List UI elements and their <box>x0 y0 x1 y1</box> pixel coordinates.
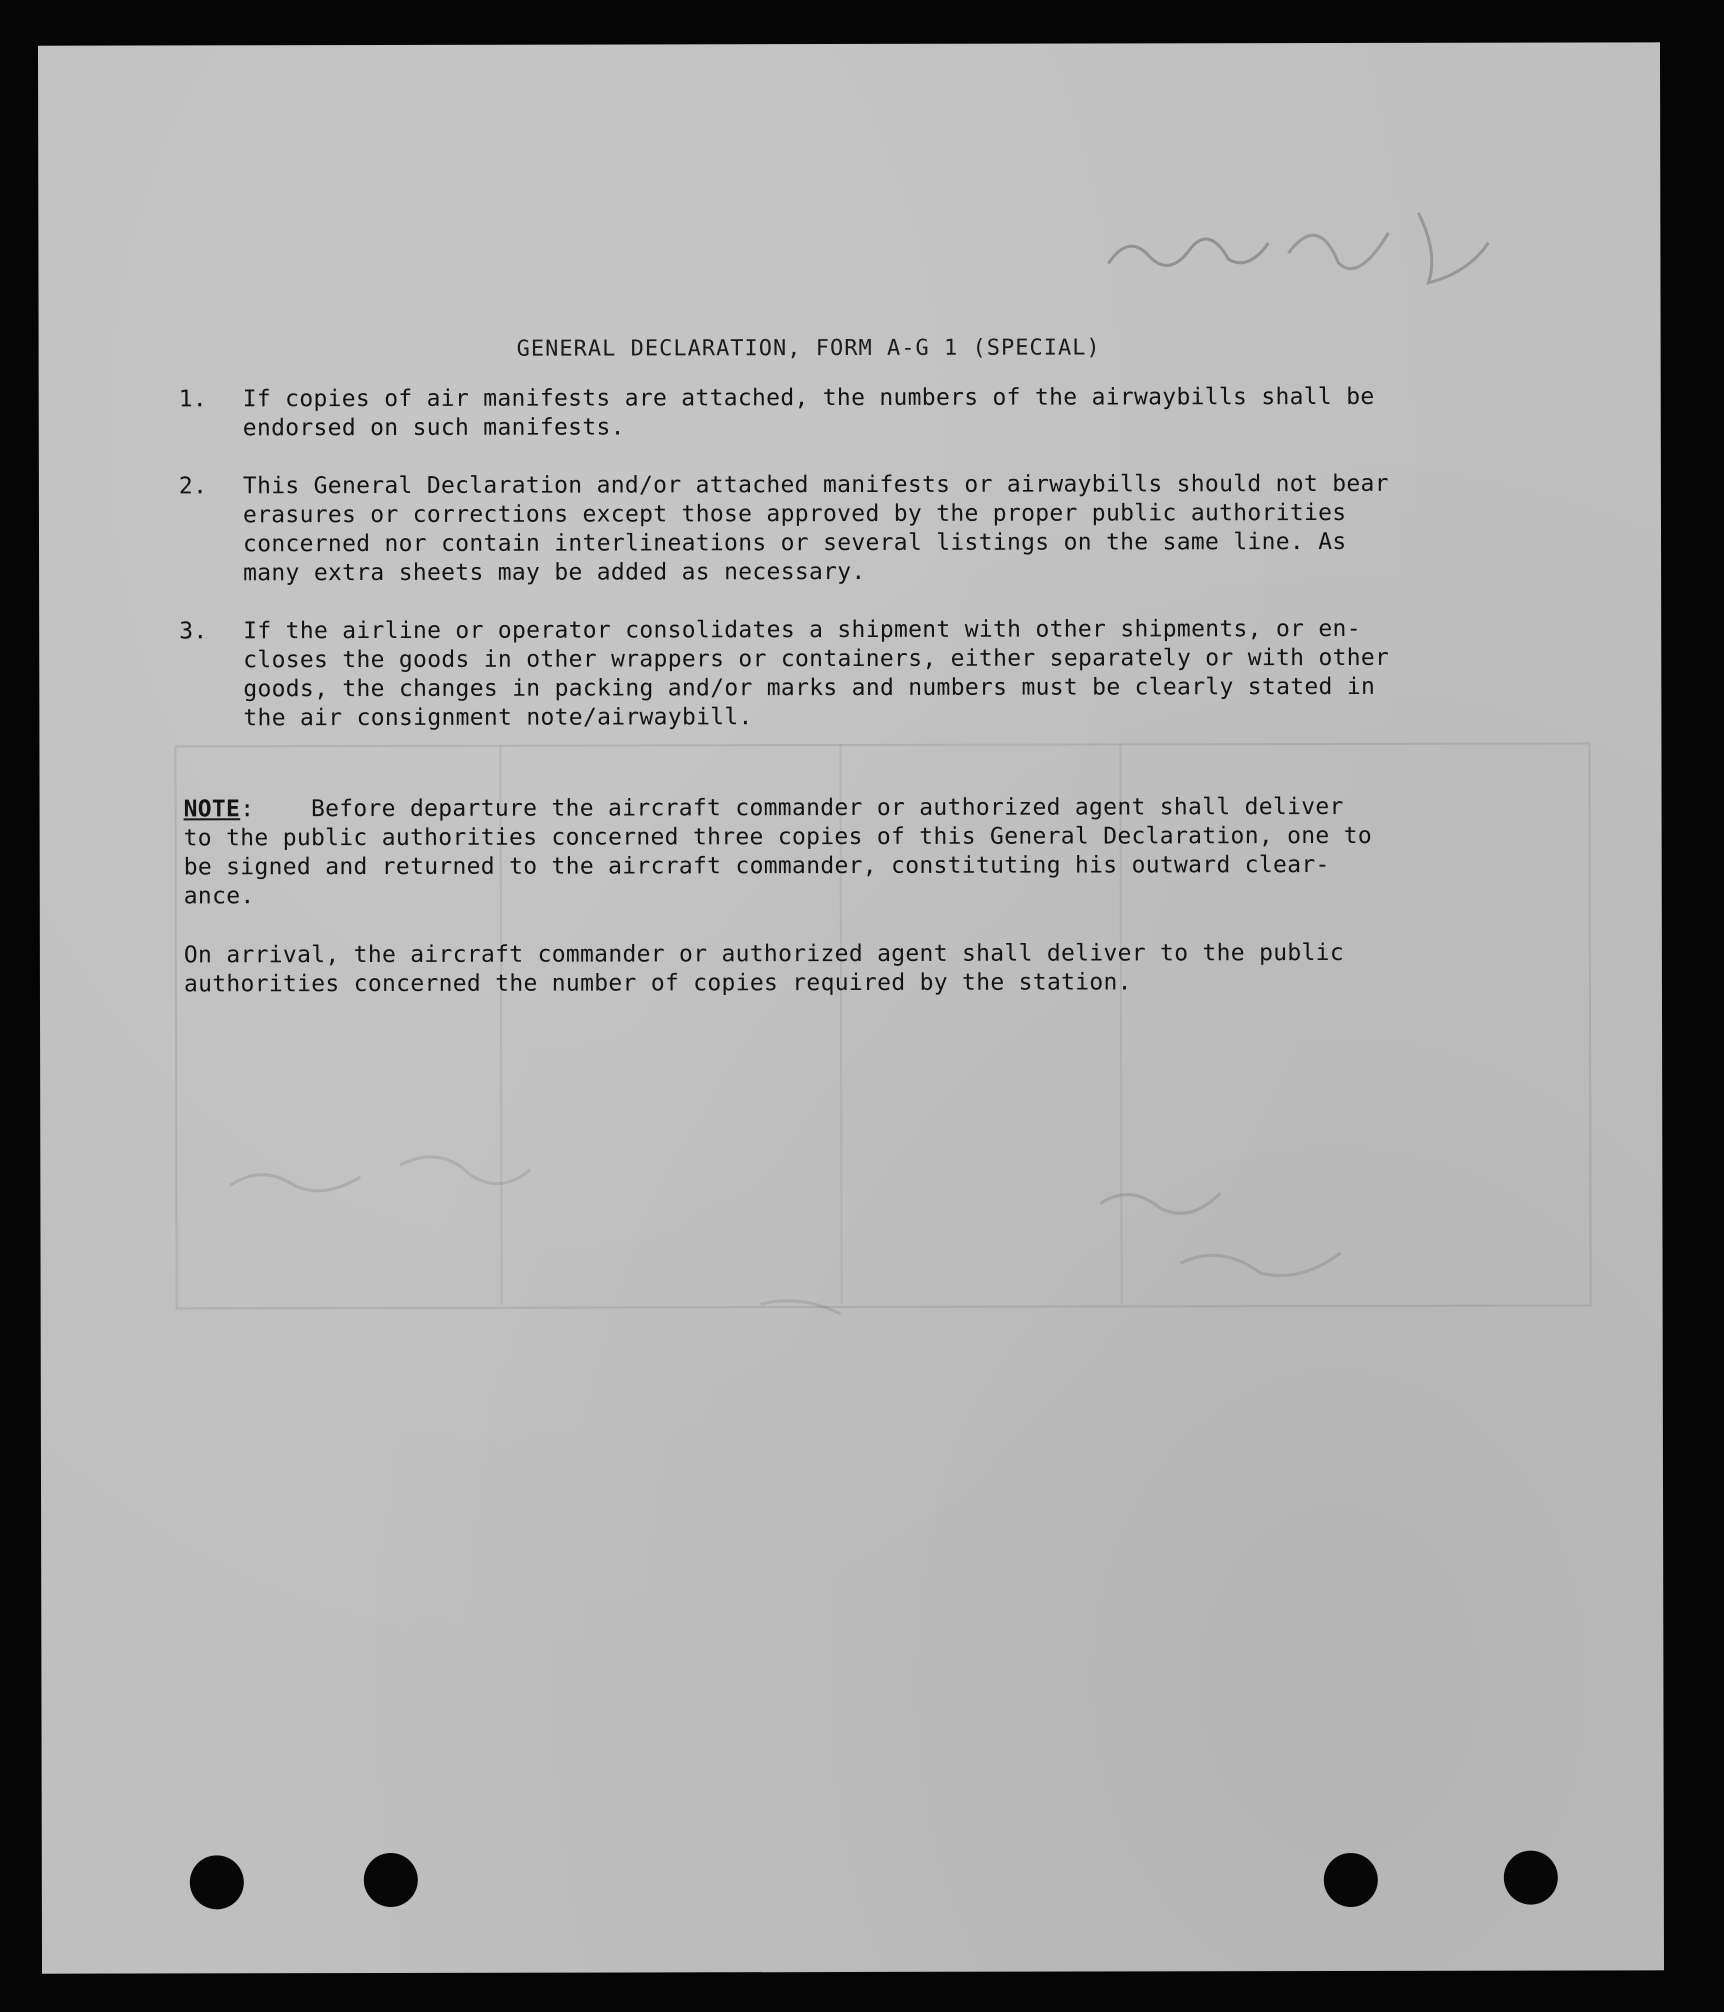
arrival-text-line: authorities concerned the number of copies required by the station. <box>183 969 1132 998</box>
note-paragraph <box>184 792 1574 911</box>
item-number: 1. <box>178 386 208 413</box>
item-text-line: endorsed on such manifests. <box>242 414 625 442</box>
note-text-line: to the public authorities concerned three copies of this General Declaration, one to <box>183 822 1373 852</box>
item-text-line: the air consignment note/airwaybill. <box>243 704 753 732</box>
note-text-line: Before departure the aircraft commander or authorized agent shall deliver <box>310 793 1344 823</box>
punch-hole <box>190 1855 244 1909</box>
item-text-line: If the airline or operator consolidates a shipment with other shipments, or en- <box>243 615 1361 645</box>
item-text-line: many extra sheets may be added as necessary. <box>243 558 866 587</box>
note-colon: : <box>240 796 255 823</box>
arrival-paragraph <box>184 938 1574 999</box>
item-text-line: goods, the changes in packing and/or marks and numbers must be clearly stated in <box>243 673 1376 703</box>
item-number: 2. <box>178 473 208 500</box>
punch-hole <box>364 1853 418 1907</box>
note-first-line <box>184 792 1574 824</box>
item-text-line: erasures or corrections except those approved by the proper public authorities <box>242 499 1347 529</box>
note-text-line: ance. <box>183 883 255 910</box>
punch-hole <box>1324 1853 1378 1907</box>
item-text-line: concerned nor contain interlineations or several listings on the same line. As <box>243 528 1347 558</box>
list-item <box>179 382 1569 443</box>
item-text-line: closes the goods in other wrappers or containers, either separately or with other <box>243 644 1390 674</box>
punch-hole <box>1504 1851 1558 1905</box>
item-text-line: This General Declaration and/or attached manifests or airwaybills should not bear <box>242 470 1389 500</box>
note-label: NOTE <box>183 796 241 823</box>
item-text-line: If copies of air manifests are attached, the numbers of the airwaybills shall be <box>242 383 1375 413</box>
list-item <box>179 469 1569 588</box>
bleed-through-scribbles <box>200 1123 1501 1386</box>
document-page <box>38 42 1664 1973</box>
note-text-line: be signed and returned to the aircraft commander, constituting his outward clear- <box>183 851 1330 881</box>
handwritten-scribble <box>1088 193 1508 304</box>
page-title: GENERAL DECLARATION, FORM A-G 1 (SPECIAL) <box>516 335 1101 362</box>
item-number: 3. <box>179 618 208 645</box>
arrival-text-line: On arrival, the aircraft commander or authorized agent shall deliver to the public <box>183 939 1344 969</box>
list-item <box>179 614 1569 733</box>
